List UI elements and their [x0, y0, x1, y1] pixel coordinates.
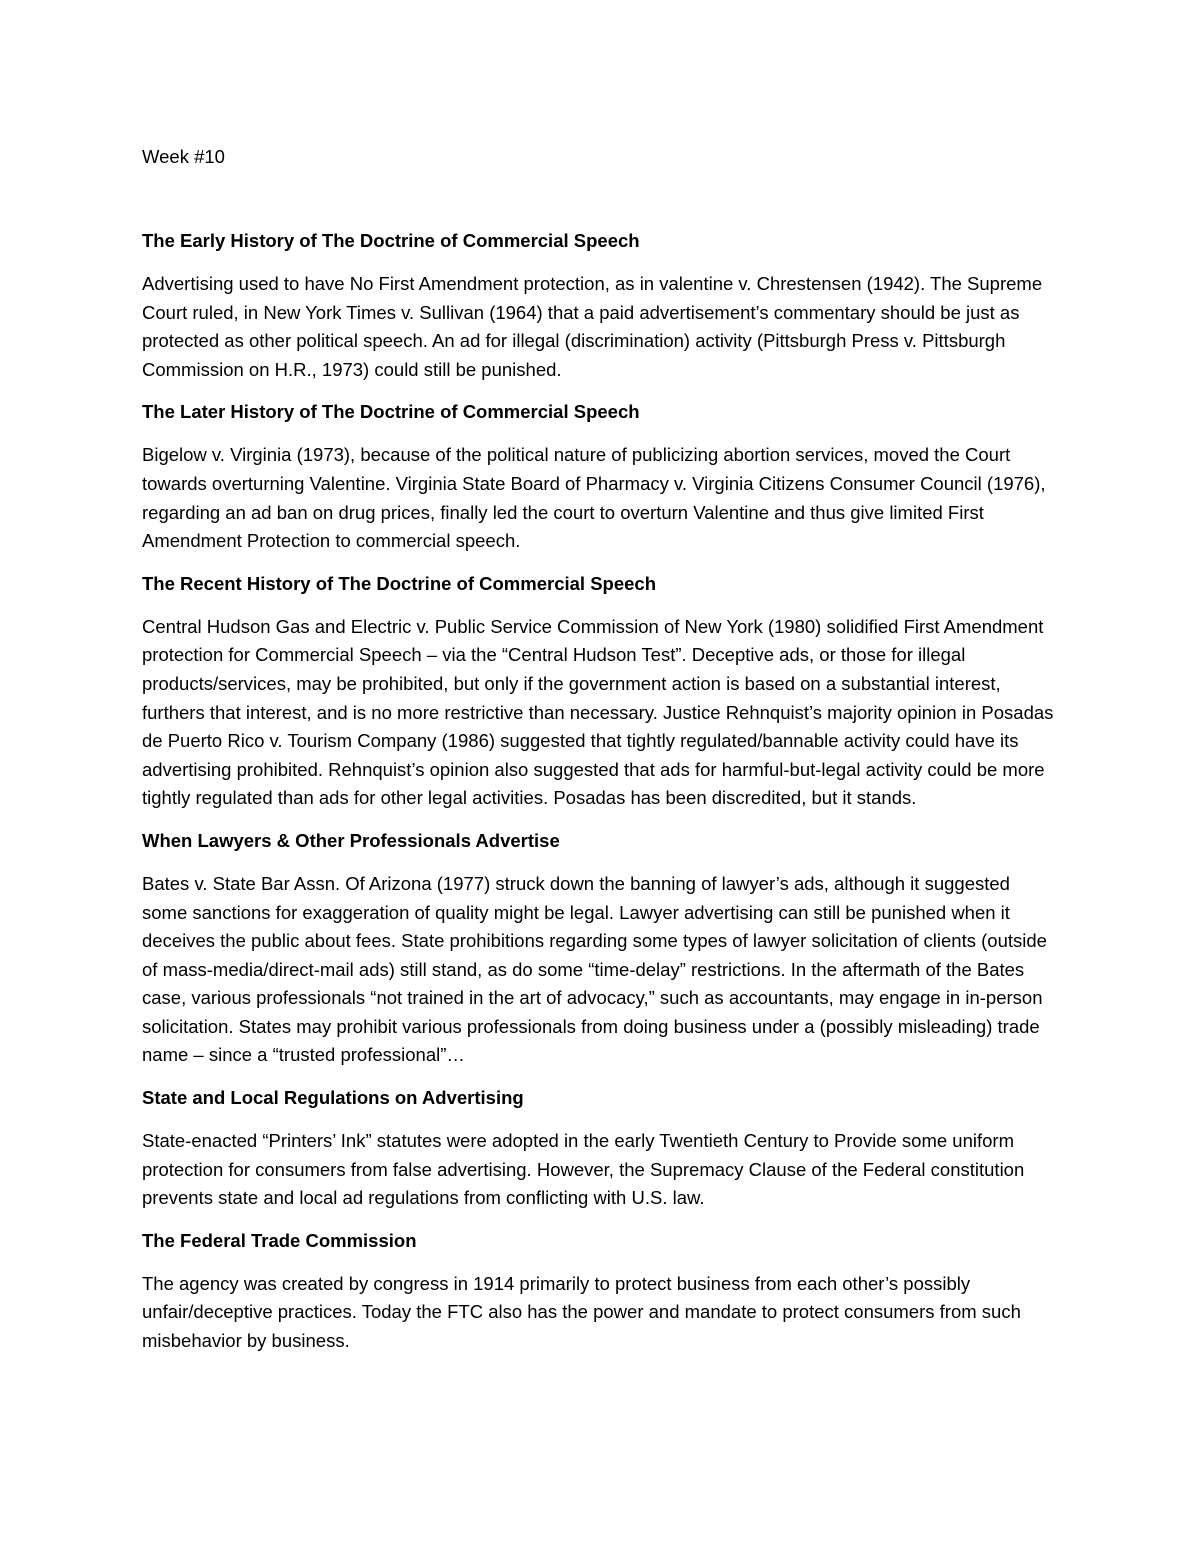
section-body: The agency was created by congress in 1914 primarily to protect business from each other’s possibly unfair/deceptive practices. Today the FTC also has the power and mandate to protect consumers from such misbehavior by business. — [142, 1272, 1021, 1352]
section-lawyers-advertise — [142, 827, 1060, 1070]
section-later-history — [142, 398, 1060, 555]
section-early-history — [142, 227, 1060, 384]
document-page — [142, 142, 1060, 1370]
section-heading: The Federal Trade Commission — [142, 1229, 417, 1251]
section-body: Bates v. State Bar Assn. Of Arizona (1977) struck down the banning of lawyer’s ads, although it suggested some sanctions for exaggeration of quality might be legal. Lawyer advertising can still be punished when it deceives the public about fees. State prohibitions regarding some types of lawyer solicitation of clients (outside of mass-media/direct-mail ads) still stand, as do some “time-delay” restrictions. In the aftermath of the Bates case, various professionals “not trained in the art of advocacy,” such as accountants, may engage in in-person solicitation. States may prohibit various professionals from doing business under a (possibly misleading) trade name – since a “trusted professional”… — [142, 872, 1047, 1066]
section-heading: The Later History of The Doctrine of Commercial Speech — [142, 401, 640, 423]
section-ftc — [142, 1227, 1060, 1356]
section-body: State-enacted “Printers’ Ink” statutes were adopted in the early Twentieth Century to Provide some uniform protection for consumers from false advertising. However, the Supremacy Clause of the Federal constitution prevents state and local ad regulations from conflicting with U.S. law. — [142, 1130, 1025, 1209]
week-label: Week #10 — [142, 146, 225, 167]
section-heading: When Lawyers & Other Professionals Advertise — [142, 829, 560, 851]
section-state-local-regulations — [142, 1084, 1060, 1213]
section-body: Advertising used to have No First Amendment protection, as in valentine v. Chrestensen (1942). The Supreme Court ruled, in New York Times v. Sullivan (1964) that a paid advertisement’s commentary should be just as protected as other political speech. An ad for illegal (discrimination) activity (Pittsburgh Press v. Pittsburgh Commission on H.R., 1973) could still be punished. — [142, 273, 1043, 380]
section-heading: The Early History of The Doctrine of Commercial Speech — [142, 230, 640, 251]
section-heading: State and Local Regulations on Advertising — [142, 1087, 524, 1109]
section-heading: The Recent History of The Doctrine of Commercial Speech — [142, 572, 656, 594]
section-body: Bigelow v. Virginia (1973), because of the political nature of publicizing abortion services, moved the Court towards overturning Valentine. Virginia State Board of Pharmacy v. Virginia Citizens Consumer Council (1976), regarding an ad ban on drug prices, finally led the court to overturn Valentine and thus give limited First Amendment Protection to commercial speech. — [142, 444, 1046, 552]
section-body: Central Hudson Gas and Electric v. Public Service Commission of New York (1980) solidified First Amendment protection for Commercial Speech – via the “Central Hudson Test”. Deceptive ads, or those for illegal products/services, may be prohibited, but only if the government action is based on a substantial interest, furthers that interest, and is no more restrictive than necessary. Justice Rehnquist’s majority opinion in Posadas de Puerto Rico v. Tourism Company (1986) suggested that tightly regulated/bannable activity could have its advertising prohibited. Rehnquist’s opinion also suggested that ads for harmful-but-legal activity could be more tightly regulated than ads for other legal activities. Posadas has been discredited, but it stands. — [142, 615, 1054, 809]
section-recent-history — [142, 570, 1060, 813]
